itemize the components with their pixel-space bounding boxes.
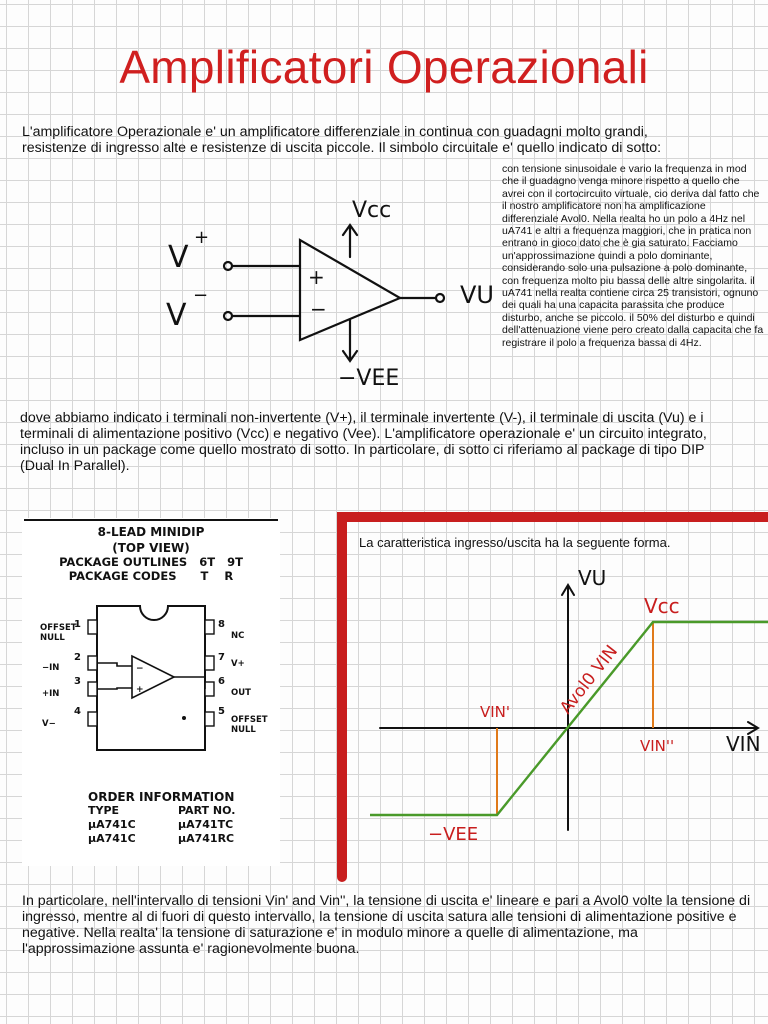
pin-label: OUT (231, 688, 251, 698)
datasheet-view: (TOP VIEW) (112, 541, 190, 555)
pin-label: −IN (42, 663, 60, 673)
pin-number: 6 (218, 676, 225, 687)
plus-sign: + (308, 265, 325, 289)
pin-number: 1 (74, 619, 81, 630)
order-type: µA741C (88, 832, 136, 845)
order-header-type: TYPE (88, 804, 120, 817)
vcc-label: Vcc (352, 198, 392, 223)
non-inverting-terminal (224, 262, 232, 270)
io-characteristic-label: La caratteristica ingresso/uscita ha la seguente forma. (359, 535, 671, 550)
intro-paragraph: L'amplificatore Operazionale e' un amplificatore differenziale in continua con guadagni molto grandi, resistenze di ingresso alte e resistenze di uscita piccole. Il simbolo circuitale e' quello indicato di sotto: (22, 124, 662, 156)
pin-1 (88, 620, 97, 634)
vcc-level-label: Vcc (644, 594, 680, 618)
pin-label: V− (42, 719, 56, 729)
pin-label: V+ (231, 659, 245, 669)
output-terminal (436, 294, 444, 302)
pin-number: 4 (74, 706, 81, 717)
svg-text:+: + (136, 685, 144, 695)
vin2-label: VIN'' (640, 737, 675, 755)
order-part: µA741RC (178, 832, 235, 845)
pin-label: OFFSET (40, 623, 77, 633)
terminals-paragraph: dove abbiamo indicato i terminali non-invertente (V+), il terminale invertente (V-), il terminale di uscita (Vu) e i terminali di alimentazione positivo (Vcc) e negativo (Vee). L'amplificatore operazionale e' un circuito integrato, incluso in un package come quello mostrato di sotto. In particolare, di sotto ci riferiamo al package di tipo DIP (Dual In Parallel). (20, 410, 707, 474)
vcc-arrow (343, 225, 357, 257)
order-type: µA741C (88, 818, 136, 831)
pin-label: NULL (40, 633, 65, 643)
vee-label: −VEE (338, 366, 400, 391)
slope-label: Avol0 VIN (556, 641, 623, 719)
package-outlines: PACKAGE OUTLINES 6T 9T (59, 555, 243, 569)
v-minus-label: V (166, 298, 187, 333)
order-title: ORDER INFORMATION (88, 790, 235, 804)
pin-2 (88, 656, 97, 670)
order-header-part: PART NO. (178, 804, 236, 817)
pin-label: NC (231, 631, 245, 641)
pin-8 (205, 620, 214, 634)
vu-label: VU (460, 281, 494, 309)
svg-text:−: − (136, 664, 144, 674)
vee-arrow (343, 320, 357, 361)
datasheet-heading: 8-LEAD MINIDIP (97, 525, 205, 539)
pin-label: +IN (42, 689, 60, 699)
pin-number: 7 (218, 652, 225, 663)
pin-3 (88, 682, 97, 696)
v-plus-sup: + (194, 227, 210, 248)
order-part: µA741TC (178, 818, 234, 831)
side-note: con tensione sinusoidale e vario la frequenza in mod che il guadagno venga minore rispetto a quello che avrei con il cortocircuito virtuale, cio deriva dal fatto che il nostro amplificatore non ha amplificazione differenziale Avol0. Nella realta ho un polo a 4Hz nel uA741 e altri a frequenza maggiori, che in pratica non entrano in gioco dato che è gia saturato. Facciamo un'approssimazione quindi a polo dominante, considerando solo una pulsazione a polo dominante, con frequenza molto piu bassa delle altre singolarita. il uA741 nella realta contiene circa 25 transistori, ognuno dei quali ha una capacita parassita che produce disturbo, anche se piccolo. il 50% del disturbo e quindi dell'attenuazione viene pero creato dalla capacita che fa registrare il polo a frequenza bassa di 4Hz. (502, 163, 764, 349)
pin-4 (88, 712, 97, 726)
package-codes: PACKAGE CODES T R (68, 569, 234, 583)
chip-body (97, 606, 205, 750)
pin-number: 5 (218, 706, 225, 717)
conclusion-paragraph: In particolare, nell'intervallo di tensioni Vin' and Vin'', la tensione di uscita e' lineare e pari a Avol0 volte la tensione di ingresso, mentre al di fuori di questo intervallo, la tensione di uscita satura alle tensioni di alimentazione positive e negative. Nella realta' la tensione di saturazione e' in modulo minore a quelle di alimentazione, ma l'approssimazione assunta e' ragionevolmente buona. (22, 893, 751, 957)
v-minus-sup: − (193, 285, 209, 306)
opamp-symbol (160, 185, 494, 395)
vee-level-label: −VEE (428, 824, 479, 845)
pin-number: 3 (74, 676, 81, 687)
io-characteristic-graph (340, 565, 768, 865)
vin1-label: VIN' (480, 703, 511, 721)
dip-package-datasheet (22, 518, 280, 866)
y-axis-label: VU (578, 566, 607, 590)
pin-6 (205, 682, 214, 696)
x-axis-label: VIN (726, 732, 761, 756)
pin-number: 2 (74, 652, 81, 663)
pin-label: OFFSET (231, 715, 268, 725)
pin-number: 8 (218, 619, 225, 630)
minus-sign: − (310, 297, 327, 321)
pin-label: NULL (231, 725, 256, 735)
inverting-terminal (224, 312, 232, 320)
pin-5 (205, 712, 214, 726)
v-plus-label: V (168, 240, 189, 275)
page-title: Amplificatori Operazionali (119, 41, 649, 93)
pin-7 (205, 656, 214, 670)
